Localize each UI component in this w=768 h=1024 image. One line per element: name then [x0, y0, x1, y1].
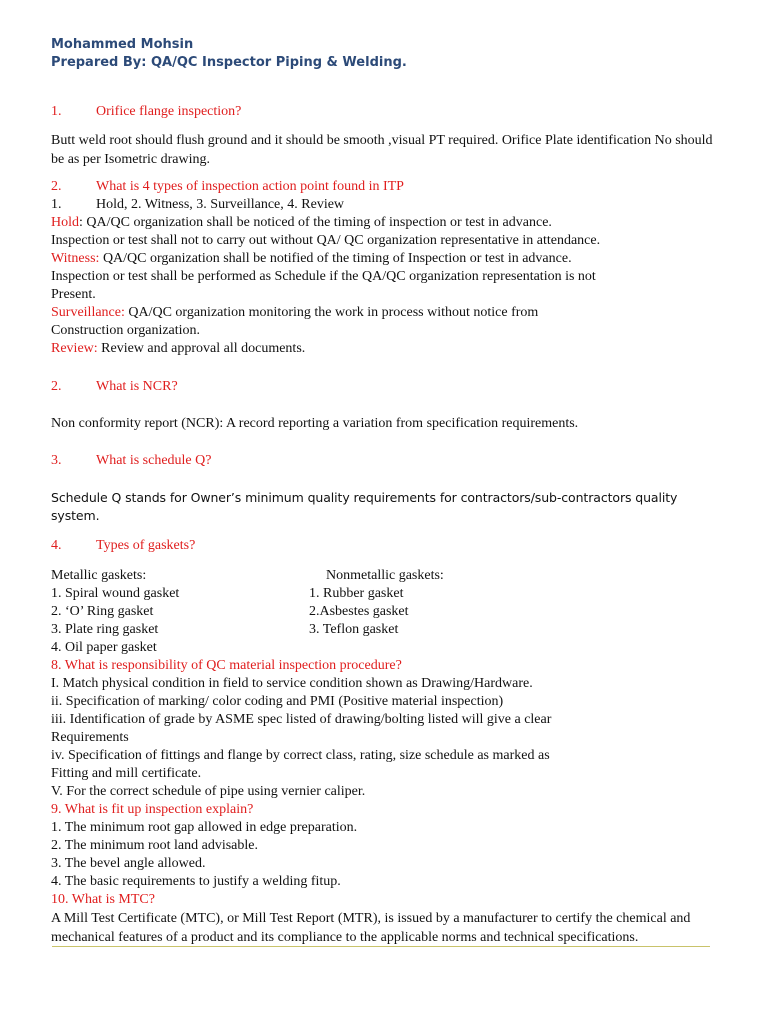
question-number: 3.	[51, 453, 62, 468]
hold-definition	[51, 214, 723, 232]
witness-text-3: Present.	[51, 287, 96, 302]
list-item: 1. The minimum root gap allowed in edge preparation.	[51, 820, 358, 835]
list-item: ii. Specification of marking/ color coding and PMI (Positive material inspection)	[51, 694, 504, 709]
question-gaskets	[51, 537, 723, 555]
document-page	[51, 36, 723, 947]
list-number: 1.	[51, 197, 62, 212]
question-8: 8. What is responsibility of QC material inspection procedure?	[51, 658, 402, 673]
answer-schedule-q: Schedule Q stands for Owner’s minimum quality requirements for contractors/sub-contractors quality system.	[51, 490, 678, 523]
nonmetallic-column	[309, 567, 609, 657]
question-ncr	[51, 378, 723, 396]
question-9: 9. What is fit up inspection explain?	[51, 802, 254, 817]
list-item: 2.Asbestes gasket	[309, 604, 409, 619]
list-item: iv. Specification of fittings and flange by correct class, rating, size schedule as marked as	[51, 748, 550, 763]
list-text: Hold, 2. Witness, 3. Surveillance, 4. Review	[96, 197, 345, 212]
review-definition	[51, 340, 723, 358]
footer-divider	[52, 946, 710, 947]
question-number: 2.	[51, 379, 62, 394]
surveillance-label: Surveillance:	[51, 305, 125, 320]
question-number: 1.	[51, 104, 62, 119]
surveillance-text-2: Construction organization.	[51, 323, 201, 338]
list-item: 4. The basic requirements to justify a welding fitup.	[51, 874, 341, 889]
question-title: What is schedule Q?	[96, 453, 212, 468]
witness-label: Witness:	[51, 251, 100, 266]
review-text: Review and approval all documents.	[97, 341, 306, 356]
question-schedule-q	[51, 452, 723, 470]
list-item: 2. The minimum root land advisable.	[51, 838, 258, 853]
surveillance-text: QA/QC organization monitoring the work in process without notice from	[124, 305, 539, 320]
itp-list	[51, 196, 723, 214]
hold-label: Hold	[51, 215, 79, 230]
hold-text-2: Inspection or test shall not to carry out without QA/ QC organization representative in attendance.	[51, 233, 601, 248]
surveillance-definition	[51, 304, 723, 322]
list-item: 1. Rubber gasket	[309, 586, 404, 601]
question-10: 10. What is MTC?	[51, 892, 155, 907]
prepared-by: Prepared By: QA/QC Inspector Piping & Welding.	[51, 55, 407, 70]
list-item: 3. Plate ring gasket	[51, 622, 159, 637]
gasket-columns	[51, 567, 723, 657]
metallic-column	[51, 567, 309, 657]
list-item: Requirements	[51, 730, 129, 745]
question-title: Orifice flange inspection?	[96, 104, 242, 119]
list-item: 4. Oil paper gasket	[51, 640, 157, 655]
list-item: iii. Identification of grade by ASME spec listed of drawing/bolting listed will give a clear	[51, 712, 552, 727]
hold-text: : QA/QC organization shall be noticed of the timing of inspection or test in advance.	[79, 215, 552, 230]
question-title: Types of gaskets?	[96, 538, 196, 553]
answer-ncr: Non conformity report (NCR): A record reporting a variation from specification requirements.	[51, 416, 579, 431]
review-label: Review:	[51, 341, 98, 356]
witness-text: QA/QC organization shall be notified of the timing of Inspection or test in advance.	[99, 251, 572, 266]
witness-text-2: Inspection or test shall be performed as Schedule if the QA/QC organization representation is not	[51, 269, 596, 284]
author-name: Mohammed Mohsin	[51, 37, 194, 52]
question-2	[51, 178, 723, 196]
list-item: I. Match physical condition in field to service condition shown as Drawing/Hardware.	[51, 676, 533, 691]
question-number: 4.	[51, 538, 62, 553]
question-1	[51, 103, 723, 121]
answer-1: Butt weld root should flush ground and it should be smooth ,visual PT required. Orifice Plate identification No should be as per Isometric drawing.	[51, 133, 713, 167]
metallic-heading: Metallic gaskets:	[51, 568, 147, 583]
question-title: What is NCR?	[96, 379, 178, 394]
list-item: 3. Teflon gasket	[309, 622, 399, 637]
list-item: 1. Spiral wound gasket	[51, 586, 180, 601]
question-title: What is 4 types of inspection action point found in ITP	[96, 179, 404, 194]
list-item: 2. ‘O’ Ring gasket	[51, 604, 154, 619]
witness-definition	[51, 250, 723, 268]
question-number: 2.	[51, 179, 62, 194]
answer-10: A Mill Test Certificate (MTC), or Mill Test Report (MTR), is issued by a manufacturer to certify the chemical and mechanical features of a product and its compliance to the applicable norms and technical specifications.	[51, 911, 691, 945]
list-item: V. For the correct schedule of pipe using vernier caliper.	[51, 784, 366, 799]
nonmetallic-heading: Nonmetallic gaskets:	[326, 568, 444, 583]
list-item: 3. The bevel angle allowed.	[51, 856, 206, 871]
list-item: Fitting and mill certificate.	[51, 766, 202, 781]
